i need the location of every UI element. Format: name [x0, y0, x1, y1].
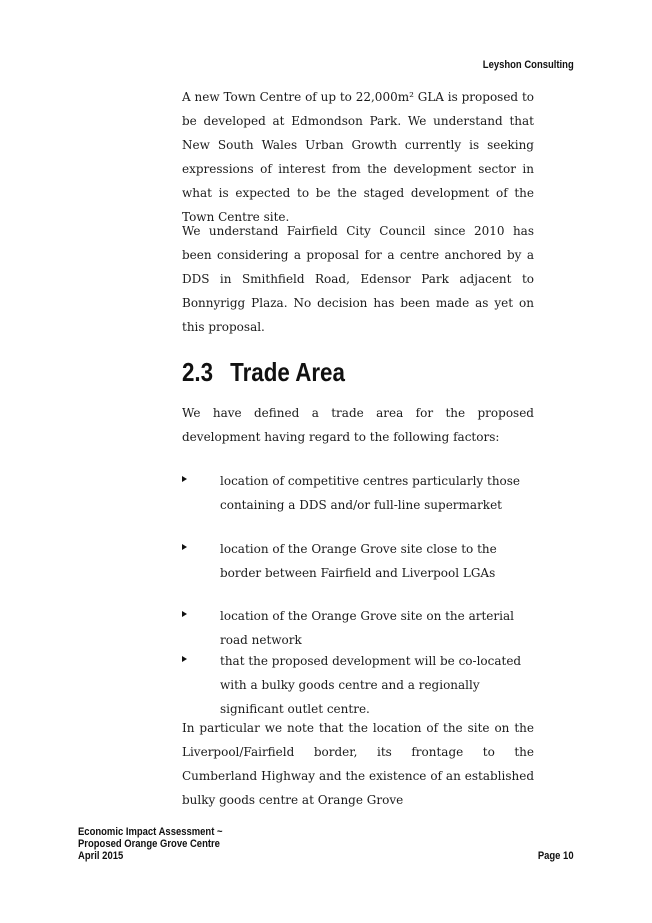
section-number: 2.3	[182, 357, 214, 387]
list-item-text: location of competitive centres particularly those containing a DDS and/or full-line supermarket	[220, 474, 521, 512]
paragraph-trade-area-intro: We have defined a trade area for the proposed development having regard to the following factors:	[182, 406, 534, 444]
section-title: Trade Area	[230, 357, 345, 387]
paragraph-particular-note: In particular we note that the location of the site on the Liverpool/Fairfield border, its frontage to the Cumberland Highway and the existence of an established bulky goods centre at Orange Grove	[182, 721, 534, 807]
list-item-text: location of the Orange Grove site close to the border between Fairfield and Liverpool LGAs	[220, 542, 497, 580]
bullet-arrow-icon	[182, 611, 187, 617]
footer-document-info	[78, 826, 223, 862]
section-heading	[182, 357, 345, 388]
page-number: Page 10	[538, 850, 574, 862]
bullet-arrow-icon	[182, 544, 187, 550]
paragraph-town-centre: A new Town Centre of up to 22,000m² GLA is proposed to be developed at Edmondson Park. We understand that New South Wales Urban Growth currently is seeking expressions of interest from the development sector in what is expected to be the staged development of the Town Centre site.	[182, 90, 534, 224]
header-company: Leyshon Consulting	[483, 59, 574, 71]
footer-line-2: Proposed Orange Grove Centre	[78, 838, 220, 850]
list-item-text: location of the Orange Grove site on the arterial road network	[220, 609, 514, 647]
footer-line-1: Economic Impact Assessment ~	[78, 826, 223, 838]
paragraph-council-proposal: We understand Fairfield City Council since 2010 has been considering a proposal for a centre anchored by a DDS in Smithfield Road, Edensor Park adjacent to Bonnyrigg Plaza. No decision has been made as yet on this proposal.	[182, 224, 534, 334]
bullet-arrow-icon	[182, 656, 187, 662]
footer-line-3: April 2015	[78, 850, 124, 862]
bullet-arrow-icon	[182, 476, 187, 482]
list-item-text: that the proposed development will be co-located with a bulky goods centre and a regionally significant outlet centre.	[220, 654, 522, 716]
